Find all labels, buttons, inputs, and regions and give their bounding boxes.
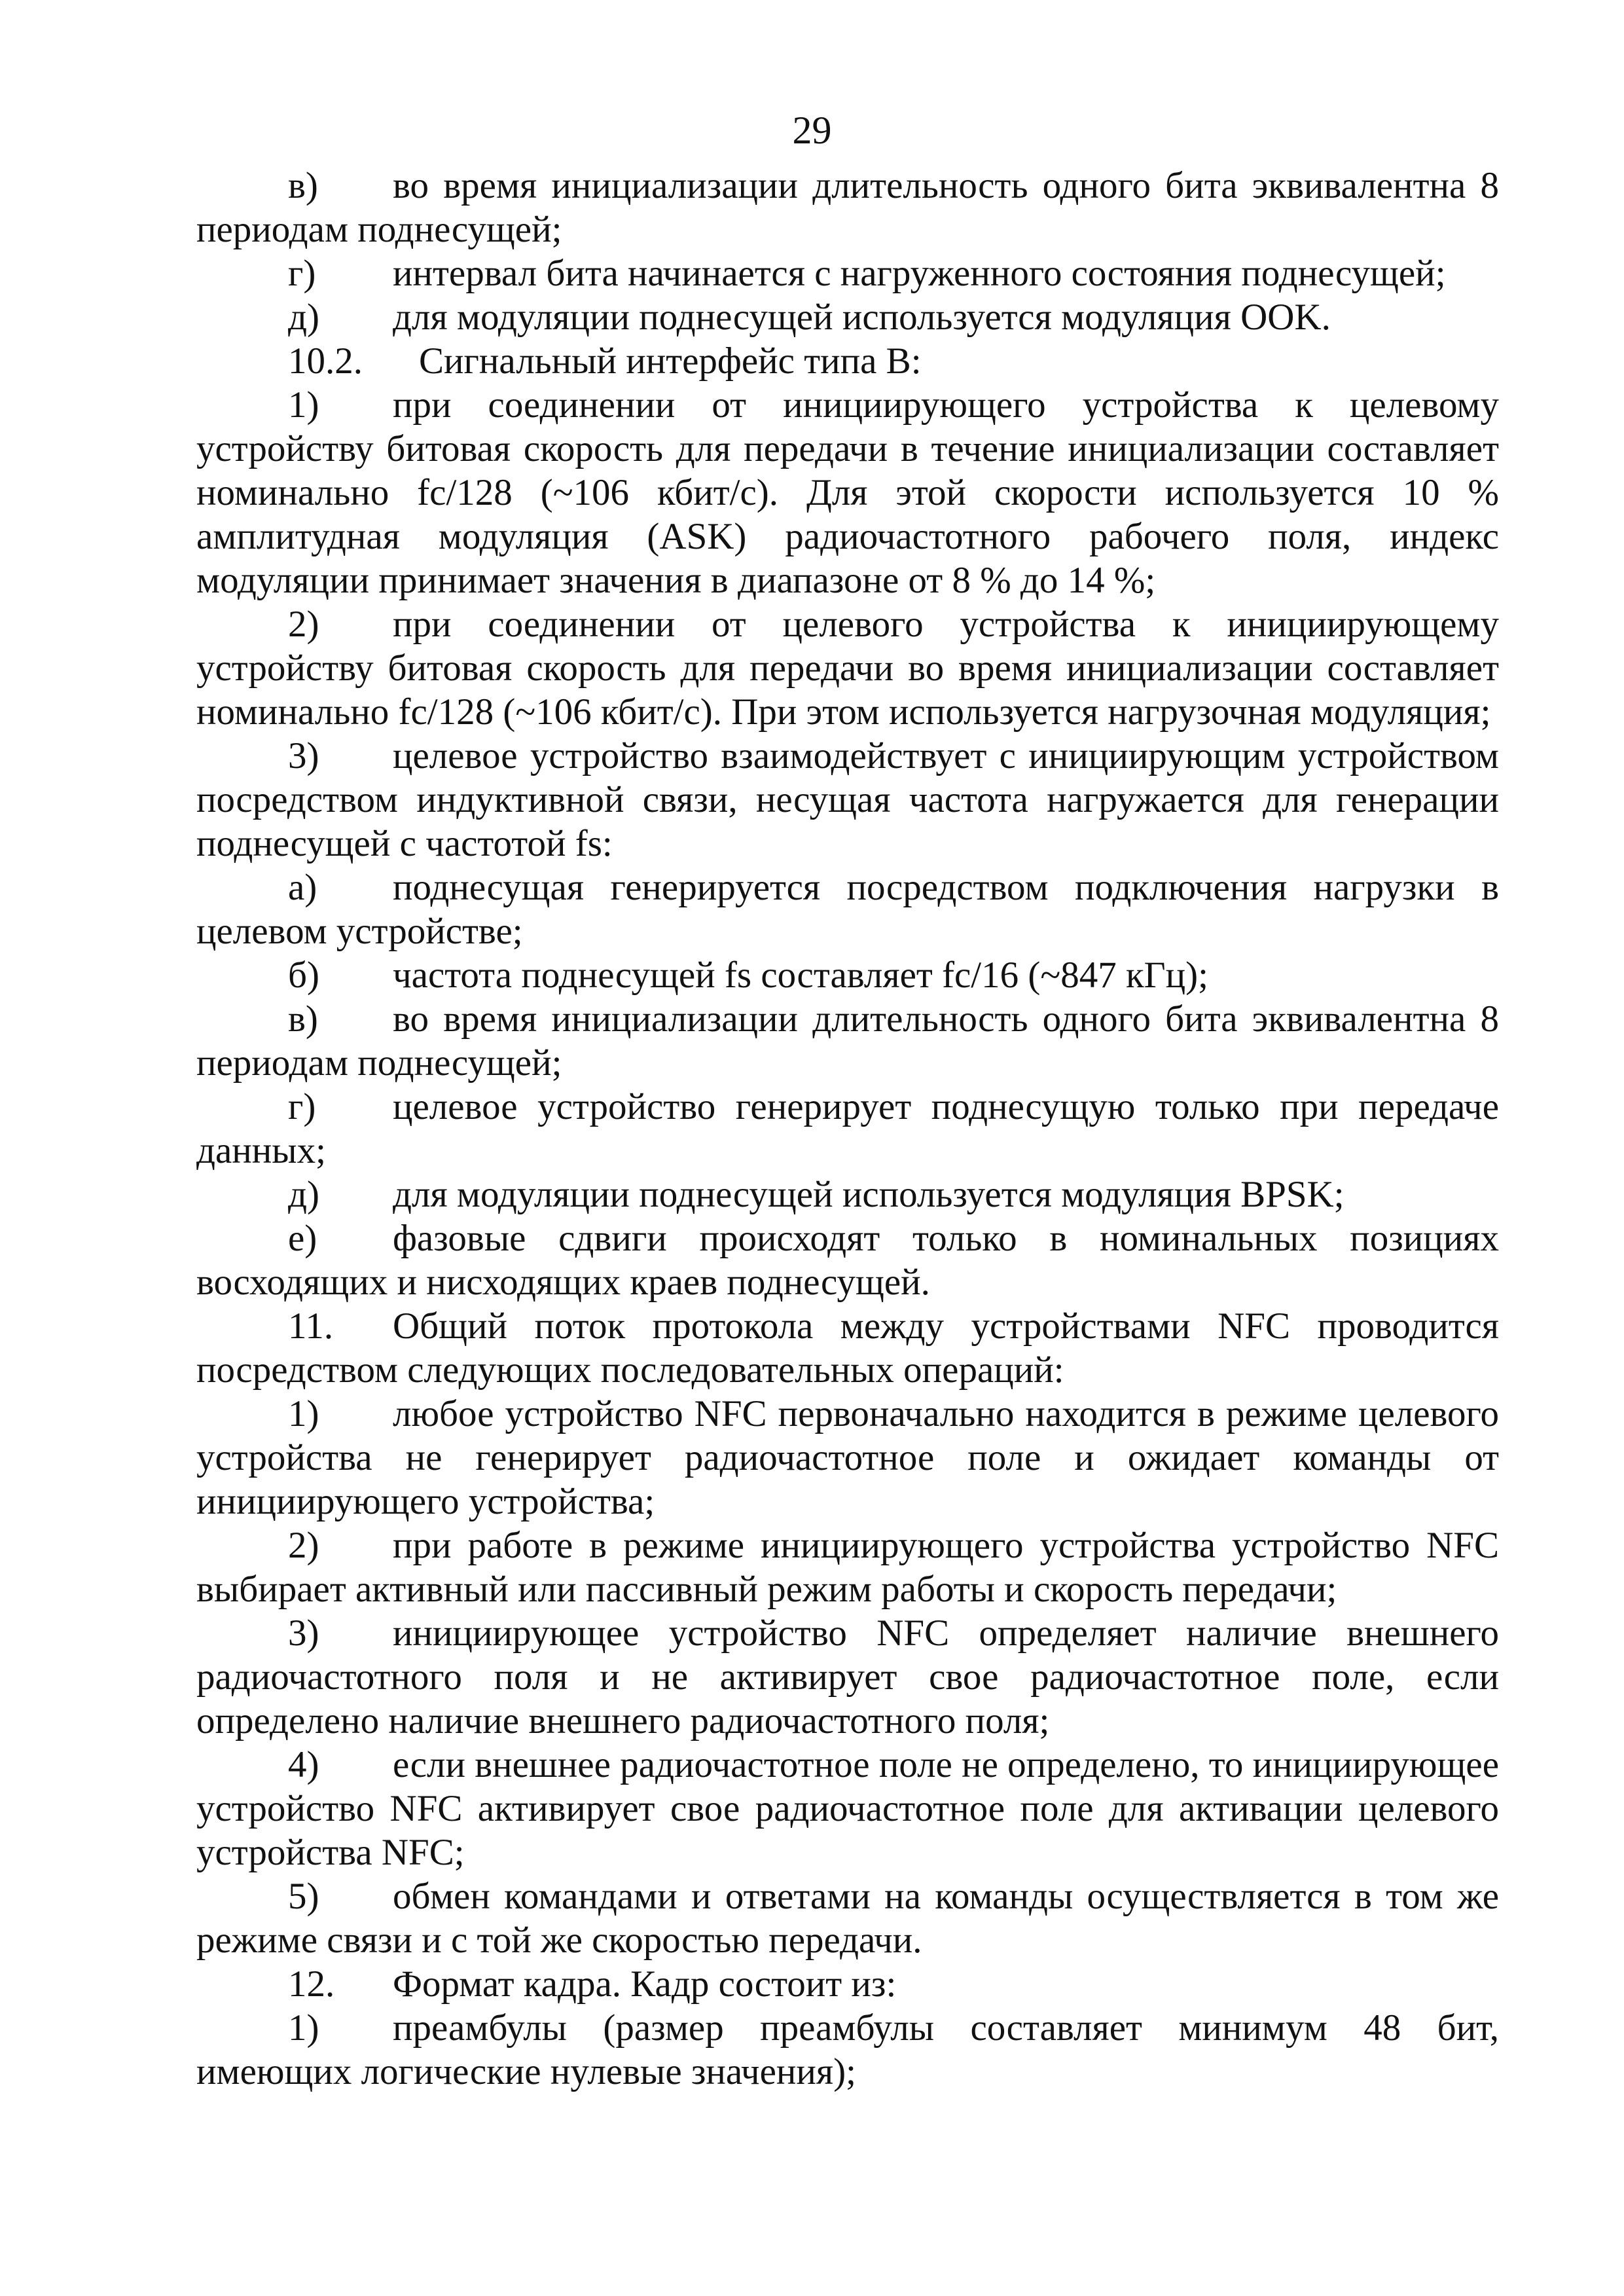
item-marker: г) xyxy=(288,253,316,294)
item-text: Общий поток протокола между устройствами NFC проводится посредством следующих последовательных операций: xyxy=(196,1305,1499,1391)
item-text: если внешнее радиочастотное поле не определено, то инициирующее устройство NFC активирует свое радиочастотное поле для активации целевого устройства NFC; xyxy=(196,1744,1499,1873)
page-number: 29 xyxy=(792,109,832,152)
item-text: поднесущая генерируется посредством подключения нагрузки в целевом устройстве; xyxy=(196,867,1499,952)
list-item xyxy=(196,734,1499,866)
item-marker: а) xyxy=(288,867,317,908)
item-text: во время инициализации длительность одного бита эквивалентна 8 периодам поднесущей; xyxy=(196,998,1499,1084)
list-item xyxy=(196,602,1499,734)
item-text: фазовые сдвиги происходят только в номинальных позициях восходящих и нисходящих краев поднесущей. xyxy=(196,1218,1499,1303)
list-item xyxy=(196,164,1499,251)
item-text: инициирующее устройство NFC определяет наличие внешнего радиочастотного поля и не активирует свое радиочастотное поле, если определено наличие внешнего радиочастотного поля; xyxy=(196,1613,1499,1741)
item-text: Формат кадра. Кадр состоит из: xyxy=(393,1963,897,2005)
item-text: интервал бита начинается с нагруженного состояния поднесущей; xyxy=(393,253,1446,294)
list-item xyxy=(196,1523,1499,1611)
item-marker: г) xyxy=(288,1086,316,1127)
list-item xyxy=(196,1216,1499,1304)
item-marker: е) xyxy=(288,1218,317,1259)
item-text: при соединении от целевого устройства к инициирующему устройству битовая скорость для передачи во время инициализации составляет номинально fc/128 (~106 кбит/с). При этом используется нагрузочная модуляция; xyxy=(196,604,1499,733)
list-item xyxy=(196,1392,1499,1523)
item-marker: д) xyxy=(288,1174,319,1215)
item-marker: в) xyxy=(288,165,318,206)
list-item xyxy=(196,1874,1499,1962)
item-marker: 2) xyxy=(288,604,319,645)
item-marker: д) xyxy=(288,297,319,338)
section-heading xyxy=(196,1962,1499,2006)
list-item xyxy=(196,295,1499,339)
item-text: любое устройство NFC первоначально находится в режиме целевого устройства не генерирует радиочастотное поле и ожидает команды от инициирующего устройства; xyxy=(196,1393,1499,1522)
item-text: частота поднесущей fs составляет fc/16 (~847 кГц); xyxy=(393,955,1208,996)
list-item xyxy=(196,866,1499,953)
item-marker: 12. xyxy=(288,1963,335,2005)
item-text: во время инициализации длительность одного бита эквивалентна 8 периодам поднесущей; xyxy=(196,165,1499,250)
item-text: преамбулы (размер преамбулы составляет минимум 48 бит, имеющих логические нулевые значения); xyxy=(196,2007,1499,2092)
list-item xyxy=(196,1743,1499,1874)
section-heading xyxy=(196,339,1499,383)
item-text: при работе в режиме инициирующего устройства устройство NFC выбирает активный или пассивный режим работы и скорость передачи; xyxy=(196,1525,1499,1610)
list-item xyxy=(196,383,1499,602)
item-text: целевое устройство генерирует поднесущую только при передаче данных; xyxy=(196,1086,1499,1171)
item-text: обмен командами и ответами на команды осуществляется в том же режиме связи и с той же скоростью передачи. xyxy=(196,1876,1499,1961)
list-item xyxy=(196,997,1499,1085)
list-item xyxy=(196,1085,1499,1173)
item-marker: 11. xyxy=(288,1305,334,1347)
item-marker: 10.2. xyxy=(288,340,363,382)
item-marker: 5) xyxy=(288,1876,319,1917)
list-item xyxy=(196,1173,1499,1216)
list-item xyxy=(196,251,1499,295)
item-marker: в) xyxy=(288,998,318,1040)
item-marker: 4) xyxy=(288,1744,319,1785)
item-marker: 1) xyxy=(288,384,319,426)
item-marker: 3) xyxy=(288,735,319,776)
item-marker: 2) xyxy=(288,1525,319,1566)
item-marker: 1) xyxy=(288,1393,319,1434)
list-item xyxy=(196,953,1499,997)
item-text: для модуляции поднесущей используется модуляция OOK. xyxy=(393,297,1331,338)
item-marker: 1) xyxy=(288,2007,319,2049)
section-heading xyxy=(196,1304,1499,1392)
item-text: Сигнальный интерфейс типа B: xyxy=(419,340,922,382)
item-text: для модуляции поднесущей используется модуляция BPSK; xyxy=(393,1174,1344,1215)
item-marker: б) xyxy=(288,955,319,996)
item-text: при соединении от инициирующего устройства к целевому устройству битовая скорость для передачи в течение инициализации составляет номинально fc/128 (~106 кбит/с). Для этой скорости используется 10 % амплитудная модуляция (ASK) радиочастотного рабочего поля, индекс модуляции принимает значения в диапазоне от 8 % до 14 %; xyxy=(196,384,1499,601)
list-item xyxy=(196,2006,1499,2094)
item-marker: 3) xyxy=(288,1613,319,1654)
list-item xyxy=(196,1611,1499,1743)
item-text: целевое устройство взаимодействует с инициирующим устройством посредством индуктивной связи, несущая частота нагружается для генерации поднесущей с частотой fs: xyxy=(196,735,1499,864)
document-body xyxy=(196,164,1499,2094)
